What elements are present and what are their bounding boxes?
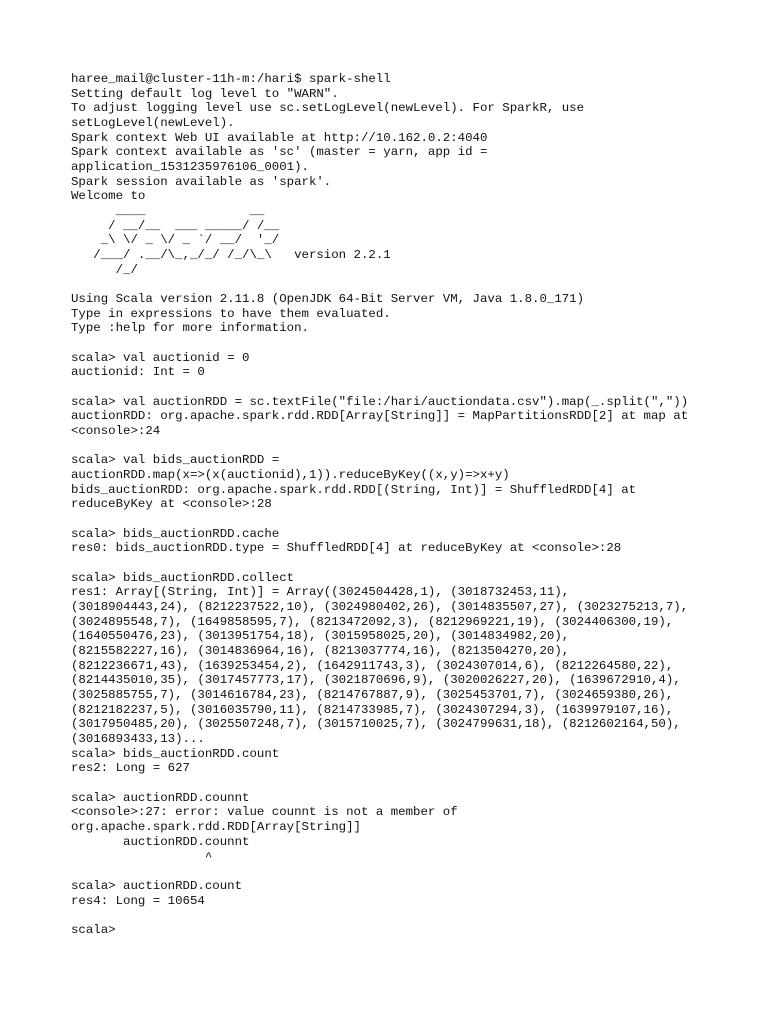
terminal-output[interactable] [71,72,761,938]
terminal-line: (3017950485,20), (3025507248,7), (3015710025,7), (3024799631,18), (8212602164,50), [71,717,681,732]
terminal-line: Spark context Web UI available at http://10.162.0.2:4040 [71,130,488,145]
terminal-line: application_1531235976106_0001). [71,160,309,175]
terminal-line: (3018904443,24), (8212237522,10), (3024980402,26), (3014835507,27), (3023275213,7), [71,600,689,615]
terminal-line: res0: bids_auctionRDD.type = ShuffledRDD[4] at reduceByKey at <console>:28 [71,541,622,556]
terminal-line: (8215582227,16), (3014836964,16), (8213037774,16), (8213504270,20), [71,644,570,659]
terminal-line: bids_auctionRDD: org.apache.spark.rdd.RDD[(String, Int)] = ShuffledRDD[4] at [71,482,637,497]
terminal-line [71,439,761,454]
terminal-line [71,556,761,571]
terminal-line: scala> bids_auctionRDD.collect [71,570,295,585]
terminal-line: (1640550476,23), (3013951754,18), (3015958025,20), (3014834982,20), [71,629,570,644]
terminal-line: <console>:24 [71,424,161,439]
terminal-line: Using Scala version 2.11.8 (OpenJDK 64-Bit Server VM, Java 1.8.0_171) [71,292,585,307]
terminal-line [71,864,761,879]
terminal-line: reduceByKey at <console>:28 [71,497,272,512]
terminal-line: (3025885755,7), (3014616784,23), (8214767887,9), (3025453701,7), (3024659380,26), [71,688,674,703]
terminal-line: scala> bids_auctionRDD.count [71,746,280,761]
terminal-line: Spark session available as 'spark'. [71,174,332,189]
terminal-line: ____ __ [71,204,265,219]
terminal-line: / __/__ ___ _____/ /__ [71,218,280,233]
terminal-line [71,336,761,351]
terminal-line: Setting default log level to "WARN". [71,86,339,101]
terminal-line: scala> val bids_auctionRDD = [71,453,280,468]
terminal-line: Spark context available as 'sc' (master = yarn, app id = [71,145,488,160]
terminal-line [71,380,761,395]
terminal-line [71,277,761,292]
terminal-line: haree_mail@cluster-11h-m:/hari$ spark-shell [71,72,391,86]
terminal-line: scala> auctionRDD.counnt [71,790,250,805]
terminal-line [71,908,761,923]
terminal-line: scala> bids_auctionRDD.cache [71,526,280,541]
terminal-line: auctionRDD: org.apache.spark.rdd.RDD[Array[String]] = MapPartitionsRDD[2] at map at [71,409,689,424]
terminal-line: Type in expressions to have them evaluated. [71,306,391,321]
terminal-line: ^ [71,849,213,864]
terminal-line: scala> val auctionRDD = sc.textFile("file:/hari/auctiondata.csv").map(_.split(",")) [71,394,689,409]
terminal-line: res1: Array[(String, Int)] = Array((3024504428,1), (3018732453,11), [71,585,570,600]
terminal-line: scala> auctionRDD.count [71,878,243,893]
terminal-line: To adjust logging level use sc.setLogLevel(newLevel). For SparkR, use [71,101,585,116]
terminal-line: (8212182237,5), (3016035790,11), (8214733985,7), (3024307294,3), (1639979107,16), [71,702,674,717]
terminal-line [71,776,761,791]
terminal-line: org.apache.spark.rdd.RDD[Array[String]] [71,820,361,835]
terminal-line [71,512,761,527]
terminal-line: (3024895548,7), (1649858595,7), (8213472092,3), (8212969221,19), (3024406300,19), [71,614,674,629]
terminal-line: scala> val auctionid = 0 [71,350,250,365]
terminal-line: auctionRDD.map(x=>(x(auctionid),1)).reduceByKey((x,y)=>x+y) [71,468,510,483]
terminal-line: (8214435010,35), (3017457773,17), (3021870696,9), (3020026227,20), (1639672910,4), [71,673,681,688]
terminal-line: scala> [71,922,116,937]
terminal-line: _\ \/ _ \/ _ `/ __/ '_/ [71,233,280,248]
terminal-line: setLogLevel(newLevel). [71,116,235,131]
terminal-line: auctionRDD.counnt [71,834,250,849]
terminal-line: auctionid: Int = 0 [71,365,205,380]
terminal-line: (8212236671,43), (1639253454,2), (1642911743,3), (3024307014,6), (8212264580,22), [71,658,674,673]
terminal-line: /_/ [71,262,138,277]
terminal-line: (3016893433,13)... [71,732,205,747]
terminal-line: <console>:27: error: value counnt is not a member of [71,805,458,820]
terminal-line: res4: Long = 10654 [71,893,205,908]
terminal-line: res2: Long = 627 [71,761,190,776]
terminal-line: Welcome to [71,189,146,204]
terminal-line: Type :help for more information. [71,321,309,336]
terminal-line: /___/ .__/\_,_/_/ /_/\_\ version 2.2.1 [71,248,391,263]
